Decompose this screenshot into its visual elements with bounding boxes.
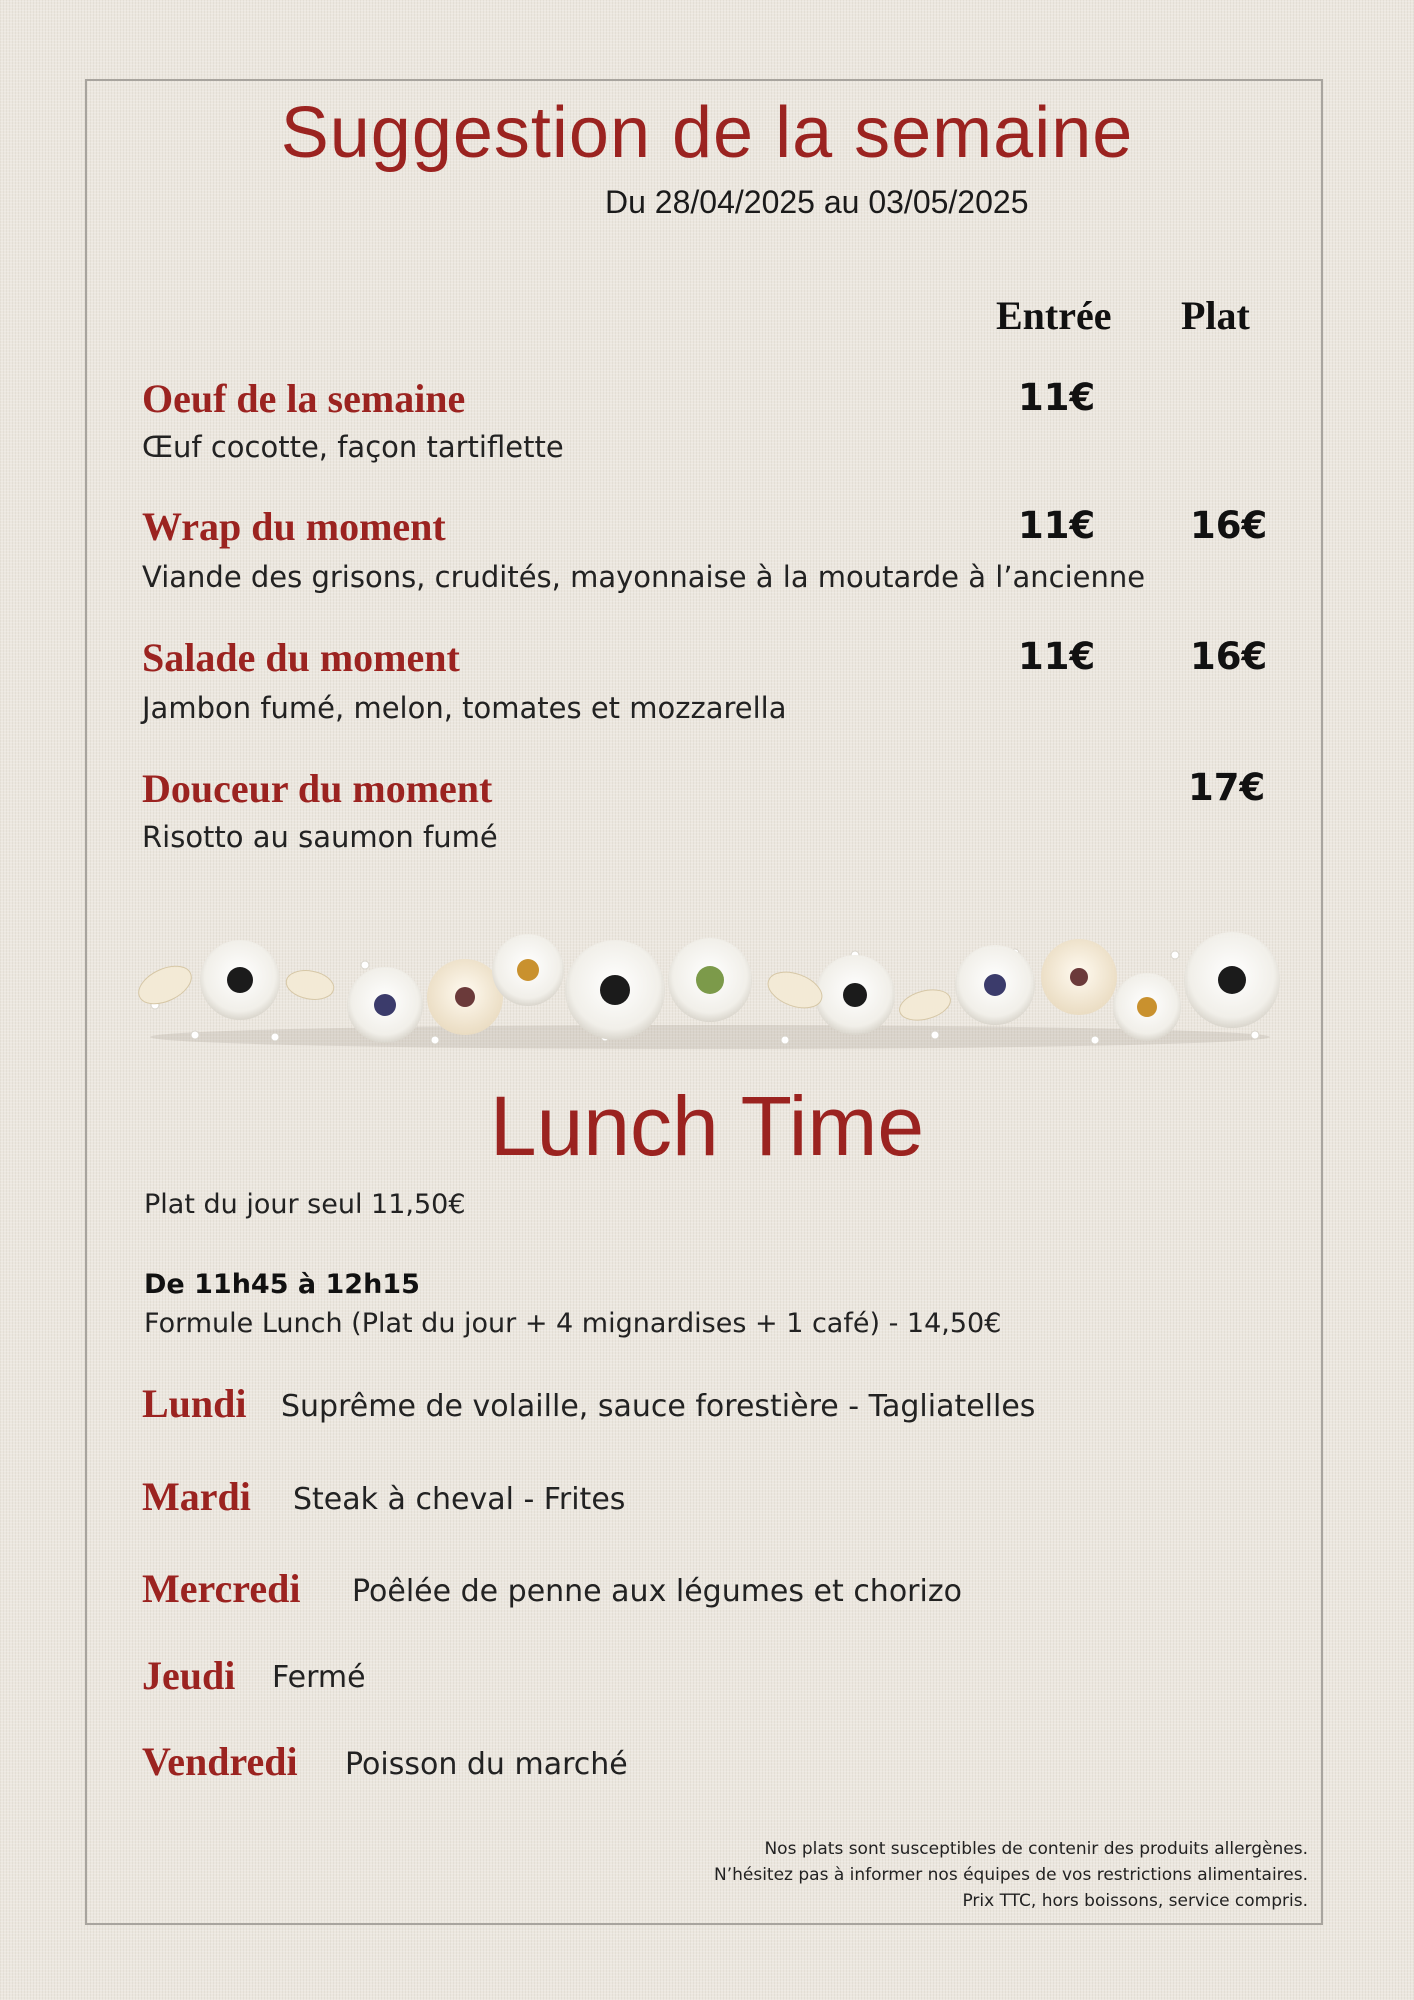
day-dish-jeudi: Fermé [272,1660,366,1695]
dish-description: Œuf cocotte, façon tartiflette [142,430,564,464]
dish-name: Douceur du moment [142,766,493,811]
day-label-jeudi: Jeudi [142,1653,236,1698]
day-label-mercredi: Mercredi [142,1566,301,1611]
day-dish-lundi: Suprême de volaille, sauce forestière - Tagliatelles [281,1389,1036,1424]
column-header-entree: Entrée [996,293,1112,338]
column-header-plat: Plat [1181,293,1250,338]
day-label-lundi: Lundi [142,1381,247,1426]
day-dish-mercredi: Poêlée de penne aux légumes et chorizo [352,1574,962,1609]
dish-price-plat: 16€ [1190,504,1268,547]
dish-description: Risotto au saumon fumé [142,820,498,854]
dish-price-entree: 11€ [1018,504,1096,547]
dish-name: Oeuf de la semaine [142,376,466,421]
lunch-title: Lunch Time [489,1079,925,1173]
footer-line: Nos plats sont susceptibles de contenir des produits allergènes. [764,1839,1308,1859]
dish-description: Jambon fumé, melon, tomates et mozzarella [142,691,787,725]
footer-line: N’hésitez pas à informer nos équipes de vos restrictions alimentaires. [713,1865,1308,1885]
allergen-notice [714,1836,1308,1914]
day-dish-vendredi: Poisson du marché [345,1747,628,1782]
dish-price-entree: 11€ [1018,635,1096,678]
plat-du-jour-price: Plat du jour seul 11,50€ [144,1189,466,1220]
page-title: Suggestion de la semaine [280,93,1134,173]
day-dish-mardi: Steak à cheval - Frites [293,1482,626,1517]
date-range: Du 28/04/2025 au 03/05/2025 [605,184,1029,220]
dish-price-plat: 17€ [1188,766,1266,809]
footer-line: Prix TTC, hors boissons, service compris. [962,1891,1308,1911]
dish-description: Viande des grisons, crudités, mayonnaise à la moutarde à l’ancienne [142,560,1146,594]
flower-garland-icon [135,925,1285,1065]
dish-price-entree: 11€ [1018,376,1096,419]
formule-lunch: Formule Lunch (Plat du jour + 4 mignardises + 1 café) - 14,50€ [144,1308,1002,1339]
lunch-hours: De 11h45 à 12h15 [144,1269,420,1300]
dish-price-plat: 16€ [1190,635,1268,678]
day-label-vendredi: Vendredi [142,1739,298,1784]
day-label-mardi: Mardi [142,1474,251,1519]
dish-name: Salade du moment [142,635,460,680]
dish-name: Wrap du moment [142,504,446,549]
